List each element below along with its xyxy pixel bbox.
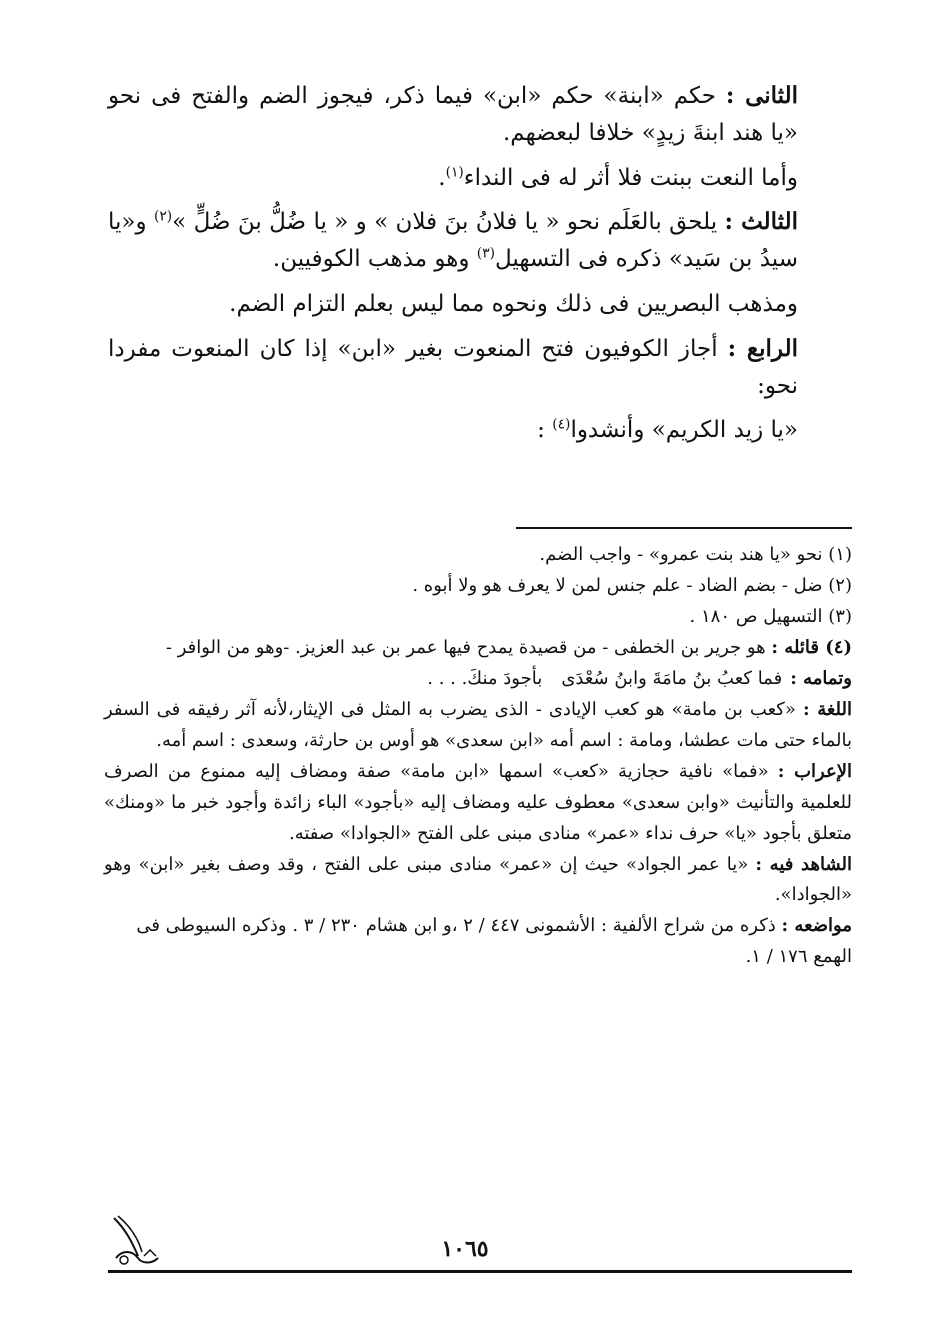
verse-hemistich-2: بأجودَ منكَ. . . . [427, 667, 543, 689]
footnote-lugha [104, 695, 852, 757]
footnote-term: الإعراب : [777, 760, 852, 782]
footnote-ref: (١) [445, 163, 464, 180]
page-number: ١٠٦٥ [441, 1236, 489, 1262]
paragraph-body: و«يا سيدُ بن سَيد» ذكره فى التسهيل [108, 209, 798, 273]
paragraph-body: أجاز الكوفيون فتح المنعوت بغير «ابن» إذا كان المنعوت مفردا نحو: [108, 335, 798, 399]
verse-hemistich-1: فما كعبُ بنُ مامَةَ وابنُ سُعْدَى [561, 667, 783, 689]
paragraph-body: ومذهب البصريين فى ذلك ونحوه مما ليس بعلم التزام الضم. [229, 290, 798, 317]
footnote-term: الشاهد فيه : [755, 853, 852, 875]
paragraph-body: «يا زيد الكريم» وأنشدوا [570, 417, 798, 444]
verse-line [104, 664, 852, 695]
footnote-ref: (٣) [476, 245, 495, 262]
bottom-rule [108, 1270, 852, 1273]
paragraph-naat [108, 160, 798, 197]
paragraph-third [108, 204, 798, 278]
paragraph-body: وأما النعت ببنت فلا أثر له فى النداء [463, 164, 798, 191]
footnote-term: (٤) قائله : [771, 636, 852, 658]
footnote-separator [516, 527, 852, 529]
footnote-term: مواضعه : [781, 915, 852, 937]
footnote-term: اللغة : [802, 698, 852, 720]
paragraph-end: : [537, 417, 553, 444]
footnote-body: هو جرير بن الخطفى - من قصيدة يمدح فيها عمر بن عبد العزيز. -وهو من الوافر - [165, 636, 772, 658]
paragraph-end: . [438, 164, 446, 191]
footnote-2: (٢) ضل - بضم الضاد - علم جنس لمن لا يعرف هو ولا أبوه . [412, 574, 852, 596]
paragraph-term: الثانى : [725, 82, 798, 109]
footnote-ref: (٢) [153, 208, 173, 225]
paragraph-body: وهو مذهب الكوفيين. [272, 246, 477, 273]
paragraph-fourth [108, 331, 798, 405]
paragraph-body: يلحق بالعَلَم نحو « يا فلانُ بنَ فلان » و « يا ضُلُّ بنَ ضُلٍّ » [172, 209, 725, 236]
main-text [108, 78, 798, 449]
footnote-body: «فما» نافية حجازية «كعب» اسمها «ابن مامة» صفة ومضاف إليه ممنوع من الصرف للعلمية والتأنيث «وابن سعدى» معطوف عليه ومضاف إليه «بأجود» الباء زائدة وأجود خبر ما «ومنك» متعلق بأجود «يا» حرف نداء «عمر» منادى مبنى على الفتح «الجوادا» صفته. [104, 760, 852, 844]
paragraph-term: الرابع : [727, 334, 798, 362]
paragraph-body: حكم «ابنة» حكم «ابن» فيما ذكر، فيجوز الضم والفتح فى نحو «يا هند ابنةَ زيدٍ» خلافا لبعضهم. [108, 83, 798, 146]
footnotes [104, 540, 852, 973]
footnote-body: «يا عمر الجواد» حيث إن «عمر» منادى مبنى على الفتح ، وقد وصف بغير «ابن» وهو «الجوادا». [104, 853, 852, 906]
paragraph-second [108, 78, 798, 152]
paragraph-term: الثالث : [724, 208, 799, 236]
footnote-3: (٣) التسهيل ص ١٨٠ . [689, 605, 852, 627]
footnote-shahid [104, 850, 852, 912]
quill-pen-icon [108, 1212, 164, 1270]
footnote-ref: (٤) [552, 416, 571, 433]
footnote-body: ذكره من شراح الألفية : الأشمونى ٤٤٧ / ٢ ،و ابن هشام ٢٣٠ / ٣ . وذكره السيوطى فى الهمع ١٧٦ / ١. [136, 915, 852, 968]
paragraph-example [108, 412, 798, 449]
verse-lead: وتمامه : [790, 667, 852, 689]
footnote-1: (١) نحو «يا هند بنت عمرو» - واجب الضم. [539, 544, 852, 565]
footnote-body: «كعب بن مامة» هو كعب الإيادى - الذى يضرب به المثل فى الإيثار،لأنه آثر رفيقه فى السفر بالماء حتى مات عطشا، ومامة : اسم أمه «ابن سعدى» هو أوس بن حارثة، وسعدى : اسم أمه. [104, 698, 852, 751]
footnote-4 [104, 633, 852, 664]
footnote-mawadi [104, 911, 852, 973]
paragraph-basriyyin [108, 286, 798, 323]
footnote-irab [104, 757, 852, 850]
